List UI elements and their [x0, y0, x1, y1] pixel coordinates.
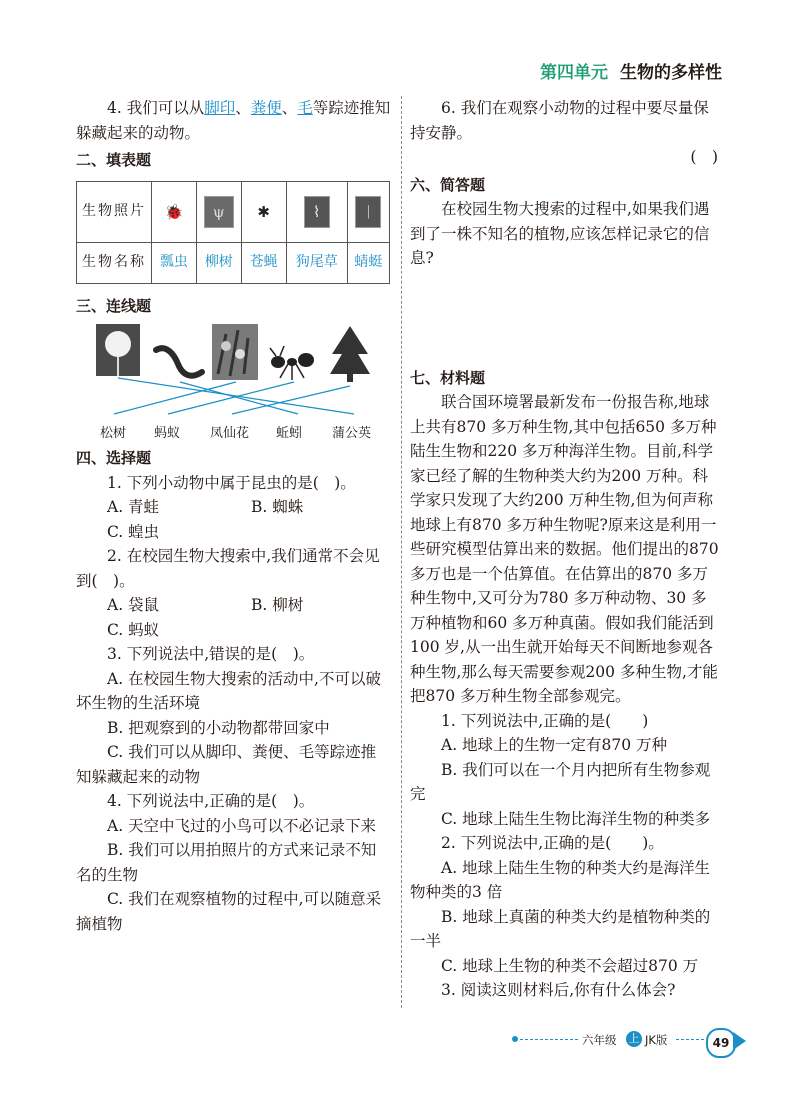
- material-passage: 联合国环境署最新发布一份报告称,地球上共有870 多万种生物,其中包括650 多万种陆生生物和220 多万种海洋生物。目前,科学家已经了解的生物种类大约为200 万种。科学家只发现了大约200 万种生物,但为何声称地球上有870 多万种生物呢?原来这是利用一些研究模型估算出来的数据。他们提出的870 多万也是一个估算值。在估算出的870 多万种生物中,又可分为780 多万种动物、30 多万种植物和60 多万种真菌。假如我们能活到100 岁,从一出生就开始每天不间断地参观各种生物,那么每天需要参观200 多种生物,才能把870 多万种生物全部参观完。: [410, 393, 719, 705]
- column-divider: [401, 96, 402, 1008]
- option: B. 我们可以用拍照片的方式来记录不知名的生物: [76, 841, 377, 884]
- answer-blank: ( ): [690, 148, 718, 166]
- photo-cell: [286, 181, 347, 242]
- label-dandelion: 蒲公英: [332, 426, 372, 441]
- photo-cell: [347, 181, 389, 242]
- short-answer-question: 在校园生物大搜索的过程中,如果我们遇到了一株不知名的植物,应该怎样记录它的信息?: [410, 200, 710, 267]
- choice-q1-options: [76, 495, 391, 520]
- option: A. 青蛙: [107, 498, 160, 516]
- label-ant: 蚂蚁: [154, 426, 181, 441]
- name-cell: 狗尾草: [286, 242, 347, 283]
- judge4-sep1: 、: [235, 99, 251, 117]
- name-cell: 瓢虫: [152, 242, 197, 283]
- dragonfly-photo: ᛁ: [355, 196, 381, 228]
- unit-topic: 生物的多样性: [620, 63, 722, 83]
- section-heading-choice: 四、选择题: [76, 449, 152, 467]
- label-pine: 松树: [100, 426, 127, 441]
- organism-table: [76, 181, 390, 284]
- section-heading-fill-table: 二、填表题: [76, 151, 152, 169]
- judge4-suffix: 等踪迹推知躲藏起来的动物。: [76, 99, 391, 142]
- option: C. 我们在观察植物的过程中,可以随意采摘植物: [76, 890, 382, 933]
- judge4-sep2: 、: [281, 99, 298, 117]
- option: B. 蜘蛛: [251, 498, 304, 516]
- arrow-icon: [733, 1032, 746, 1050]
- edition-label: JK版: [645, 1033, 668, 1047]
- footer-dash: [520, 1039, 578, 1040]
- right-column: [410, 96, 722, 1003]
- photo-cell: [241, 181, 286, 242]
- answer-footprint: 脚印: [204, 99, 236, 117]
- option: A. 天空中飞过的小鸟可以不必记录下来: [107, 816, 377, 835]
- judge4-prefix: 4. 我们可以从: [107, 99, 205, 117]
- answer-space: [410, 271, 722, 363]
- option: A. 在校园生物大搜索的活动中,不可以破坏生物的生活环境: [76, 669, 381, 712]
- option: C. 蝗虫: [107, 522, 160, 541]
- option: A. 袋鼠: [107, 596, 160, 614]
- section-heading-matching: 三、连线题: [76, 296, 152, 315]
- photo-row-header: 生物照片: [77, 181, 152, 242]
- willow-photo: ψ: [204, 196, 234, 228]
- name-cell: 苍蝇: [241, 242, 286, 283]
- photo-cell: [196, 181, 241, 242]
- name-cell: 柳树: [196, 242, 241, 283]
- option: C. 我们可以从脚印、粪便、毛等踪迹推知躲藏起来的动物: [76, 743, 377, 786]
- choice-q2-options: [76, 593, 391, 618]
- foxtail-grass-photo: ⌇: [304, 196, 330, 228]
- answer-feces: 粪便: [250, 99, 282, 117]
- footer-dash: [676, 1039, 704, 1040]
- section-heading-material: 七、材料题: [410, 368, 486, 387]
- page-footer: [512, 1030, 746, 1052]
- section-heading-short-answer: 六、简答题: [410, 175, 486, 194]
- matching-lines: [76, 324, 391, 424]
- matching-exercise: [76, 324, 391, 442]
- label-balsam: 凤仙花: [210, 426, 250, 441]
- choice-q2-stem: 2. 在校园生物大搜索中,我们通常不会见到( )。: [76, 547, 380, 590]
- material-q2-stem: 2. 下列说法中,正确的是( )。: [441, 834, 664, 852]
- material-q1-stem: 1. 下列说法中,正确的是( ): [441, 711, 649, 730]
- unit-title: 第四单元: [540, 63, 608, 83]
- option: C. 地球上生物的种类不会超过870 万: [441, 956, 699, 975]
- footer-dot: [512, 1036, 518, 1042]
- fly-photo: ✱: [249, 196, 279, 228]
- option: C. 蚂蚁: [107, 620, 160, 639]
- option: B. 我们可以在一个月内把所有生物参观完: [410, 760, 711, 803]
- option: B. 地球上真菌的种类大约是植物种类的一半: [410, 907, 711, 950]
- grade-label: 六年级: [582, 1033, 617, 1047]
- choice-q1-stem: 1. 下列小动物中属于昆虫的是( )。: [107, 473, 356, 492]
- option: A. 地球上陆生生物的种类大约是海洋生物种类的3 倍: [410, 858, 711, 901]
- name-row-header: 生物名称: [77, 242, 152, 283]
- choice-q3-stem: 3. 下列说法中,错误的是( )。: [107, 645, 315, 663]
- photo-row: [77, 181, 390, 242]
- judge-question-4: [76, 96, 391, 145]
- name-row: [77, 242, 390, 283]
- judge-question-6: 6. 我们在观察小动物的过程中要尽量保持安静。: [410, 99, 709, 142]
- page-number: 49: [706, 1028, 736, 1058]
- option: B. 把观察到的小动物都带回家中: [107, 718, 330, 737]
- term-badge: 上: [626, 1031, 642, 1047]
- unit-header: [540, 58, 722, 83]
- material-q3-stem: 3. 阅读这则材料后,你有什么体会?: [441, 981, 676, 999]
- option: A. 地球上的生物一定有870 万种: [441, 736, 668, 754]
- name-cell: 蜻蜓: [347, 242, 389, 283]
- option: C. 地球上陆生生物比海洋生物的种类多: [441, 809, 711, 828]
- photo-cell: [152, 181, 197, 242]
- ladybug-photo: 🐞: [159, 196, 189, 228]
- left-column: [76, 96, 391, 936]
- option: B. 柳树: [251, 596, 304, 614]
- label-earthworm: 蚯蚓: [276, 426, 303, 441]
- answer-fur: 毛: [297, 99, 313, 117]
- choice-q4-stem: 4. 下列说法中,正确的是( )。: [107, 792, 315, 810]
